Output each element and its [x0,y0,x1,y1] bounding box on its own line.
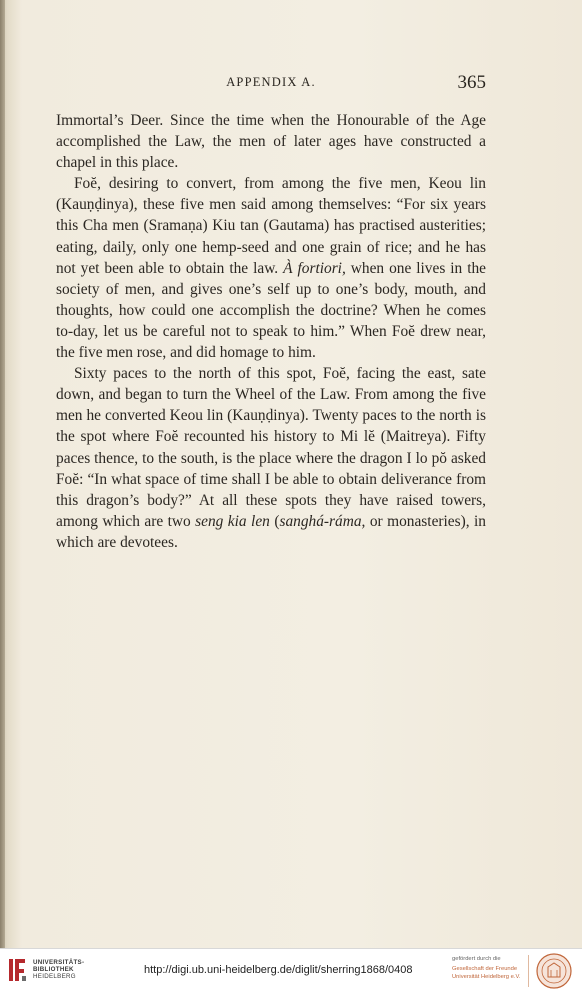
paragraph-2 [56,173,486,363]
sponsor-credit [452,955,524,981]
sponsor-org-line-2: Universität Heidelberg e.V. [452,974,521,980]
library-name [33,959,84,981]
library-name-line-3: HEIDELBERG [33,973,76,981]
paragraph-3-tail: or monasteries), in which are devotees. [56,512,486,551]
paragraph-2-tail: when one lives in the society of men, and gives one’s self up to one’s body, mouth, and thoughts, how could one accomplish the doctrine? When he comes to-day, let us be careful not to speak to him.” When Foĕ drew near, the five men rose, and did homage to him. [56,259,487,362]
paragraph-3-italic-2: sanghá-ráma, [279,512,366,530]
paragraph-3-italic-1: seng kia len [195,512,270,530]
paragraph-3-text: Sixty paces to the north of this spot, Foĕ, facing the east, sate down, and began to turn the Wheel of the Law. From among the five men he converted Keou lin (Kauṇḍinya). Twenty paces to the north is the spot where Foĕ recounted his history to Mi lĕ (Maitreya). Fifty paces thence, to the south, is the place where the dragon I lo pŏ asked Foĕ: “In what space of time shall I be able to obtain deliverance from this dragon’s body?” At all these spots they have raised towers, among which are two [56,365,486,530]
running-head: APPENDIX A. [226,75,316,89]
library-logo-icon [8,957,28,983]
paragraph-2-text: Foĕ, desiring to convert, from among the five men, Keou lin (Kauṇḍinya), these five men said among themselves: “For six years this Cha men (Sramaṇa) Kiu tan (Gautama) has practised austerities; eating, daily, only one hemp-seed and one grain of rice; and he has not yet been able to obtain the law. [56,175,486,277]
paragraph-3 [56,363,486,553]
library-name-line-1: UNIVERSITÄTS- [33,959,85,966]
paragraph-1 [56,110,486,173]
digitization-footer [0,948,582,993]
paragraph-2-italic: À fortiori, [283,259,346,277]
sponsor-org-line-1: Gesellschaft der Freunde [452,966,518,972]
footer-divider [528,955,529,987]
permalink-url[interactable]: http://digi.ub.uni-heidelberg.de/diglit/sherring1868/0408 [144,964,413,976]
paragraph-3-paren: ( [274,512,280,530]
society-seal-icon [536,953,572,989]
body-text [56,110,486,553]
paragraph-1-text: Immortal’s Deer. Since the time when the Honourable of the Age accomplished the Law, the men of later ages have constructed a chapel in this place. [56,112,486,172]
library-name-line-2: BIBLIOTHEK [33,966,74,974]
sponsor-lead: gefördert durch die [452,956,501,962]
page-number: 365 [457,72,486,93]
page-header [56,72,486,94]
page-binding-edge [0,0,5,948]
